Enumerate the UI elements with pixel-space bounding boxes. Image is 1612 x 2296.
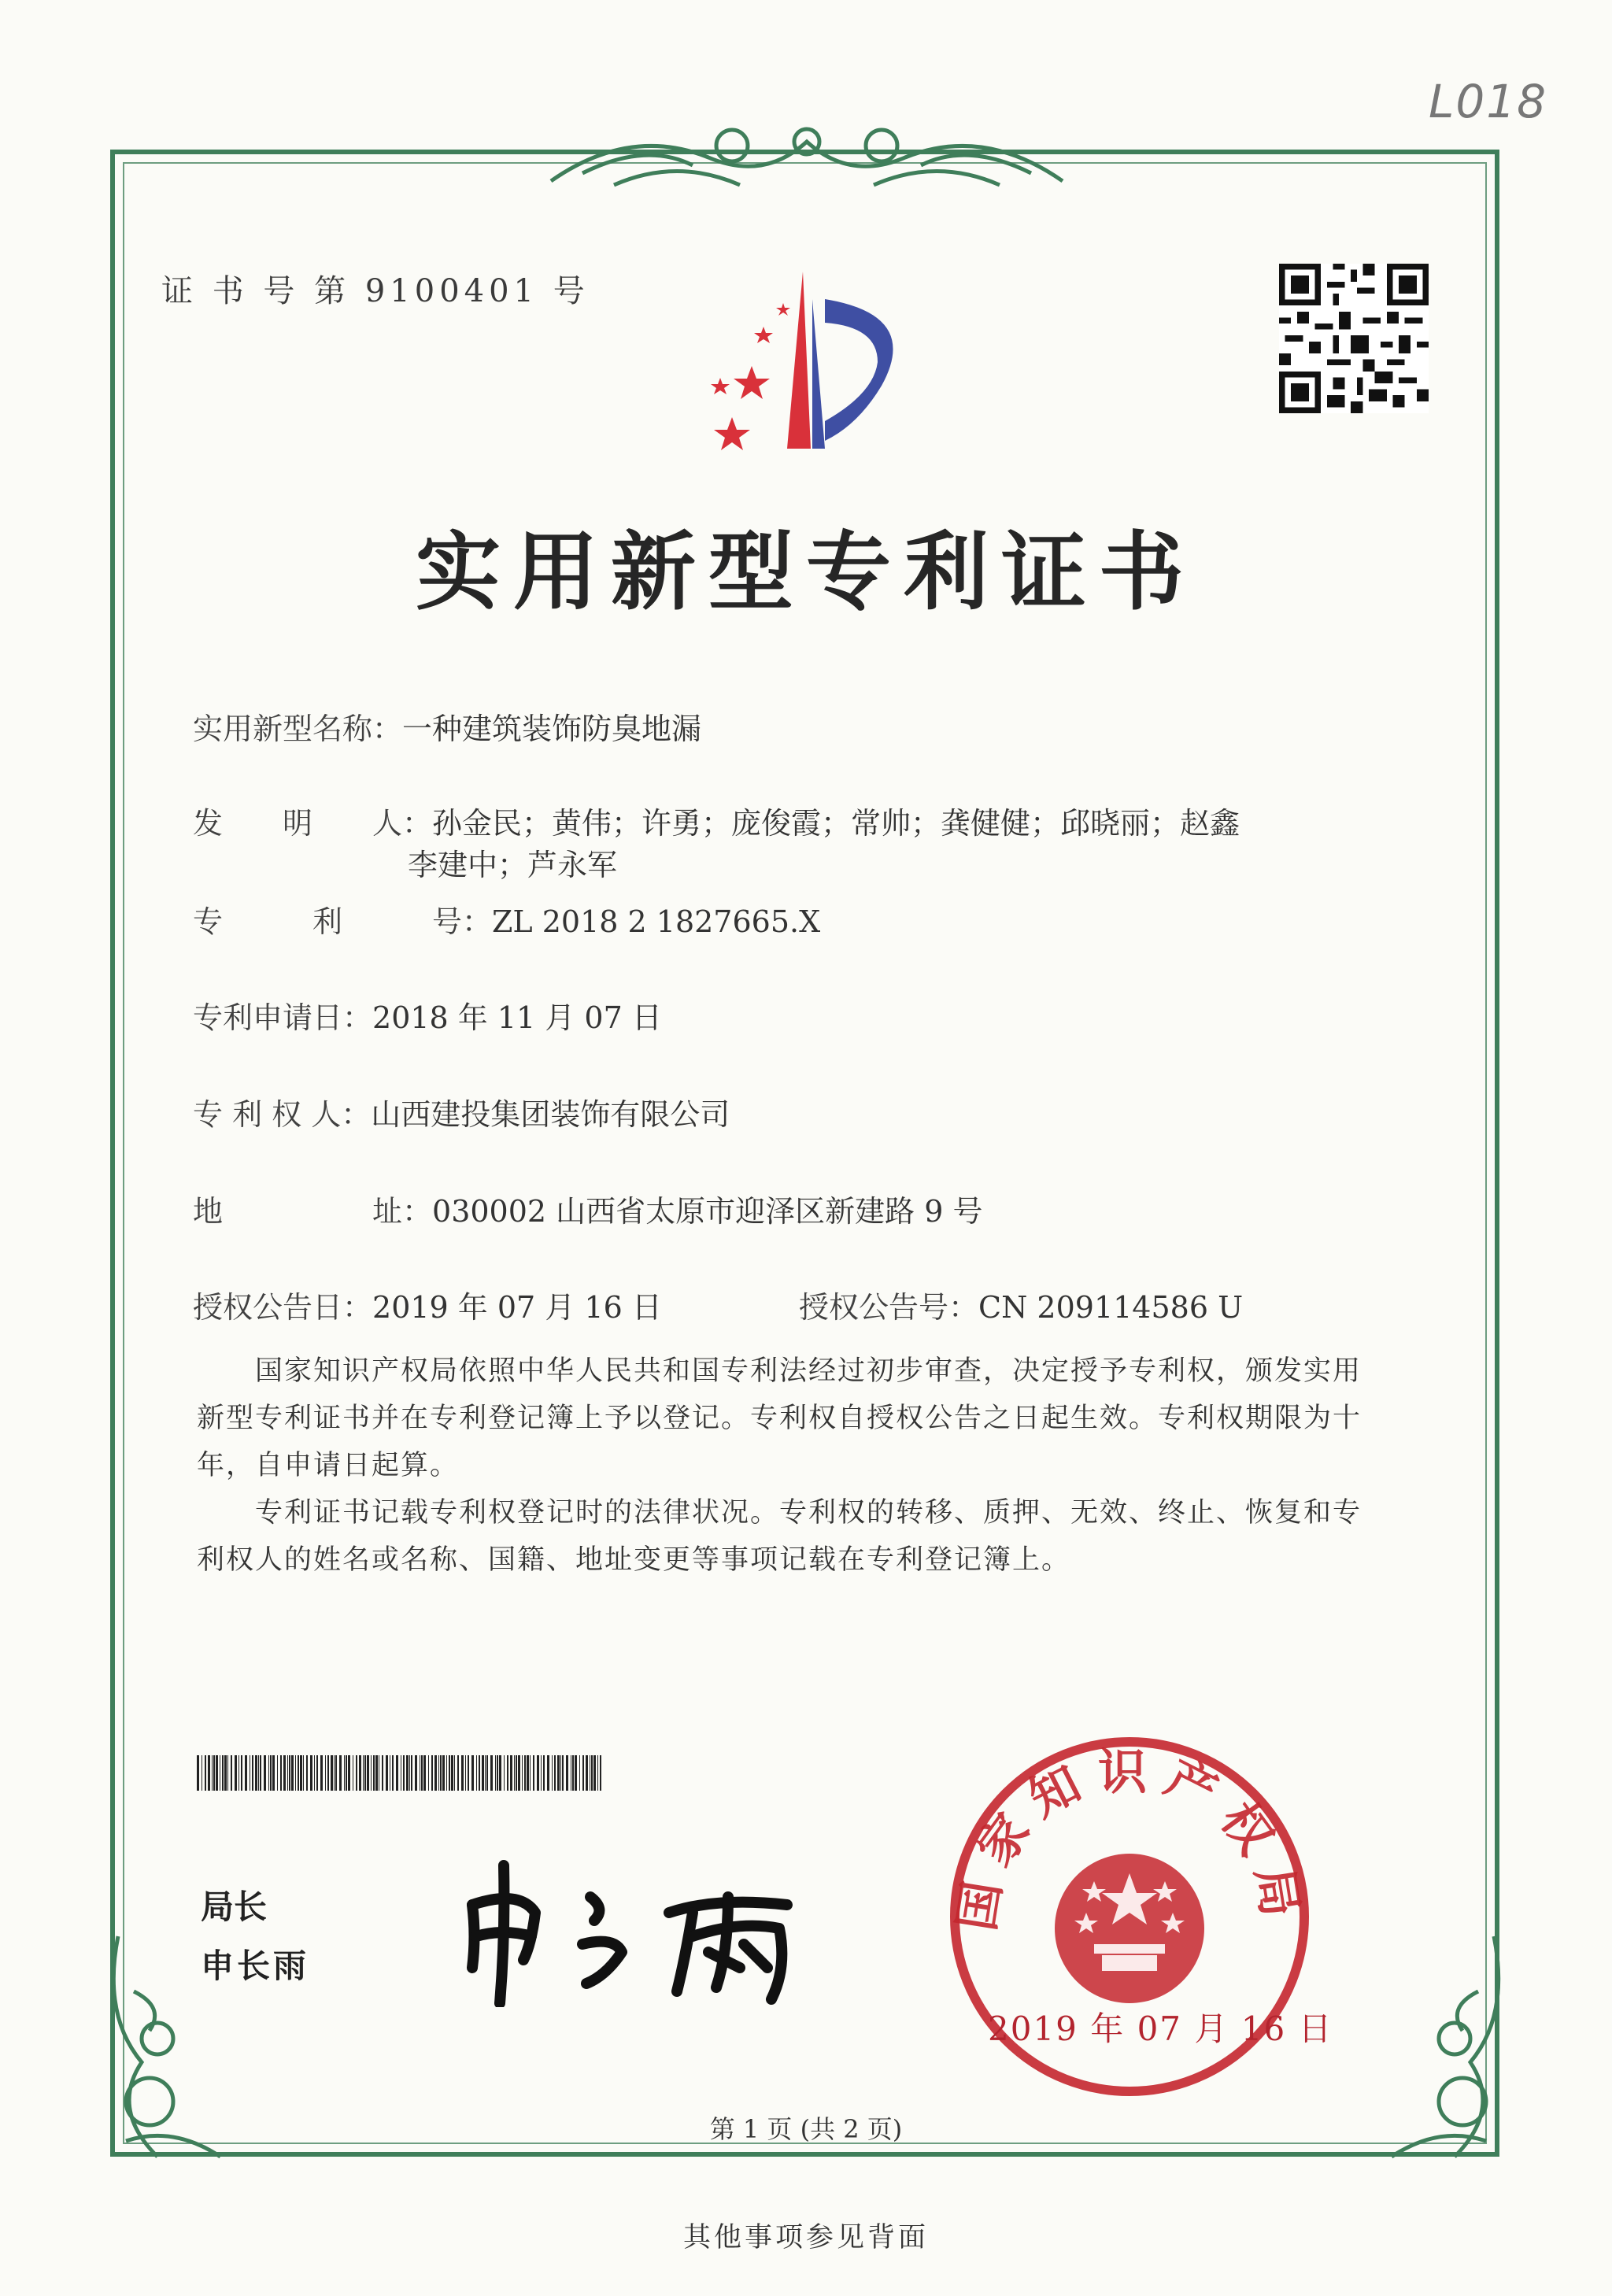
field-utility-model-name xyxy=(193,704,701,748)
field-value: 2018 年 11 月 07 日 xyxy=(372,1000,662,1035)
seal-date: 2019 年 07 月 16 日 xyxy=(988,2009,1333,2048)
field-label: 授权公告日： xyxy=(193,1290,373,1325)
field-address xyxy=(193,1187,983,1230)
field-value: 山西建投集团装饰有限公司 xyxy=(371,1097,730,1132)
handwritten-note: L018 xyxy=(1429,75,1548,128)
back-note: 其他事项参见背面 xyxy=(682,2222,929,2253)
field-label: 地 址： xyxy=(193,1194,433,1229)
field-inventors-line2 xyxy=(408,841,617,884)
field-inventors xyxy=(193,799,1240,842)
field-label: 专 利 权 人： xyxy=(193,1097,372,1132)
signatory-title: 局长 xyxy=(201,1887,268,1926)
paragraph-line: 国家知识产权局依照中华人民共和国专利法经过初步审查，决定授予专利权，颁发实用 xyxy=(197,1355,1362,1387)
field-value: 孙金民；黄伟；许勇；庞俊霞；常帅；龚健健；邱晓丽；赵鑫 xyxy=(432,806,1240,841)
field-label: 专 利 号： xyxy=(193,904,493,939)
field-label: 发 明 人： xyxy=(193,806,433,841)
certificate-title: 实用新型专利证书 xyxy=(415,523,1196,622)
field-label: 授权公告号： xyxy=(799,1290,979,1325)
paragraph-line: 年，自申请日起算。 xyxy=(197,1450,460,1481)
field-label: 实用新型名称： xyxy=(193,712,403,746)
field-value: ZL 2018 2 1827665.X xyxy=(492,904,821,939)
cnipa-logo-icon xyxy=(685,268,937,457)
statement-paragraph-1 xyxy=(197,1348,1409,1489)
certificate-number: 证 书 号 第 9100401 号 xyxy=(161,273,590,309)
field-value: CN 209114586 U xyxy=(978,1290,1244,1325)
paragraph-line: 专利证书记载专利权登记时的法律状况。专利权的转移、质押、无效、终止、恢复和专 xyxy=(197,1497,1362,1529)
qr-code-icon xyxy=(1279,264,1429,413)
paragraph-line: 新型专利证书并在专利登记簿上予以登记。专利权自授权公告之日起生效。专利权期限为十 xyxy=(197,1403,1362,1434)
field-application-date xyxy=(193,993,662,1037)
signatory-name: 申长雨 xyxy=(201,1947,310,1985)
field-grant-announcement-date xyxy=(193,1283,662,1326)
field-value: 2019 年 07 月 16 日 xyxy=(372,1290,662,1325)
field-value: 030002 山西省太原市迎泽区新建路 9 号 xyxy=(432,1194,983,1229)
field-grant-announcement-number xyxy=(799,1283,1243,1326)
seal-text: 国家知识产权局 xyxy=(947,1743,1312,1935)
field-patentee xyxy=(193,1090,730,1133)
field-patent-number xyxy=(193,897,820,941)
paragraph-line: 利权人的姓名或名称、国籍、地址变更等事项记载在专利登记簿上。 xyxy=(197,1544,1071,1576)
page-number: 第 1 页 (共 2 页) xyxy=(709,2114,903,2144)
barcode-icon xyxy=(197,1755,606,1791)
field-value: 一种建筑装饰防臭地漏 xyxy=(402,712,702,746)
field-label: 专利申请日： xyxy=(193,1000,373,1035)
signature-icon xyxy=(457,1850,819,2007)
statement-paragraph-2 xyxy=(197,1489,1409,1584)
field-value: 李建中；芦永军 xyxy=(408,848,618,882)
top-ornament-icon xyxy=(535,110,1078,197)
